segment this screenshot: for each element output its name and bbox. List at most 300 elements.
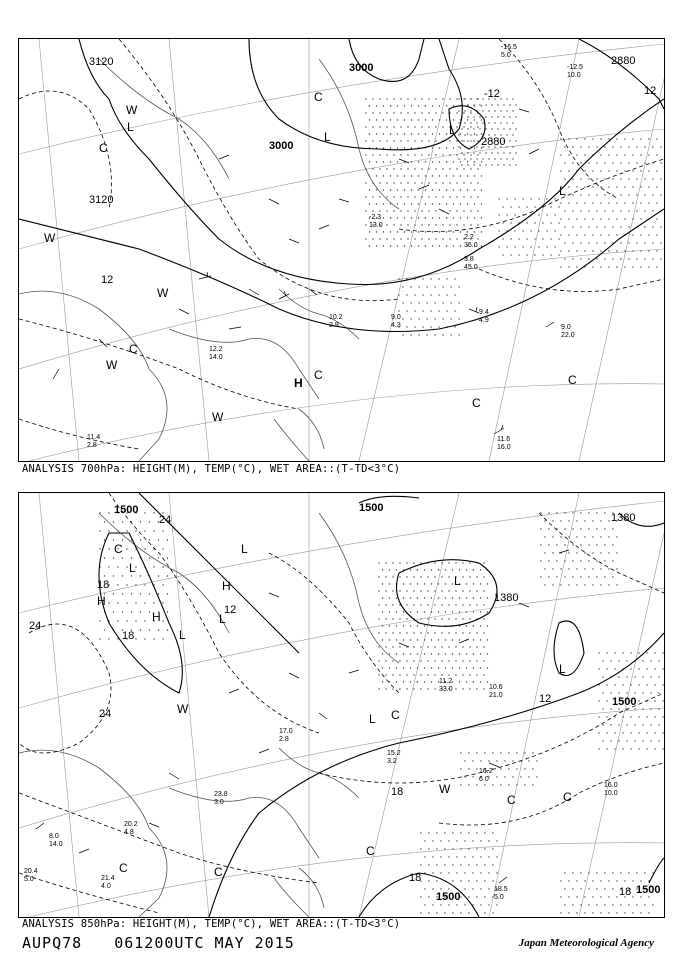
wet-area-dot (483, 618, 484, 619)
wet-area-dot (404, 105, 405, 106)
wet-area-dot (596, 258, 597, 259)
wet-area-dot (379, 238, 380, 239)
wet-area-dot (402, 302, 403, 303)
wet-area-dot (413, 688, 414, 689)
wet-area-dot (393, 98, 394, 99)
wet-area-dot (383, 105, 384, 106)
wet-area-dot (509, 164, 510, 165)
wet-area-dot (606, 652, 607, 653)
wet-area-dot (646, 716, 647, 717)
wet-area-dot (378, 562, 379, 563)
wet-area-dot (469, 618, 470, 619)
wet-area-dot (572, 576, 573, 577)
wet-area-dot (421, 140, 422, 141)
wet-area-dot (480, 639, 481, 640)
wet-area-dot (476, 590, 477, 591)
wet-area-dot (515, 116, 516, 117)
wet-area-dot (467, 161, 468, 162)
wet-area-dot (600, 520, 601, 521)
wet-area-dot (510, 254, 511, 255)
wet-area-dot (516, 768, 517, 769)
svg-text:14.0: 14.0 (49, 841, 63, 848)
wet-area-dot (131, 557, 132, 558)
wet-area-dot (604, 162, 605, 163)
wet-area-dot (477, 196, 478, 197)
wet-area-dot (425, 231, 426, 232)
wet-area-dot (427, 660, 428, 661)
wet-area-dot (470, 126, 471, 127)
svg-text:4.3: 4.3 (391, 322, 401, 329)
wet-area-dot (544, 552, 545, 553)
wet-area-dot (538, 214, 539, 215)
wet-area-dot (634, 676, 635, 677)
wet-area-dot (167, 593, 168, 594)
wet-area-dot (572, 178, 573, 179)
wet-area-dot (618, 660, 619, 661)
wet-area-dot (624, 218, 625, 219)
wet-area-dot (476, 646, 477, 647)
wet-area-dot (452, 912, 453, 913)
wet-area-dot (483, 674, 484, 675)
wet-area-dot (126, 530, 127, 531)
wet-area-dot (614, 668, 615, 669)
panel-caption-850hpa: ANALYSIS 850hPa: HEIGHT(M), TEMP(°C), WET AREA::(T-TD<3°C) (22, 918, 401, 930)
wet-area-dot (392, 632, 393, 633)
wet-area-dot (149, 557, 150, 558)
wet-area-dot (596, 872, 597, 873)
wet-area-dot (506, 198, 507, 199)
wet-area-dot (656, 170, 657, 171)
wet-area-dot (476, 122, 477, 123)
wet-area-dot (404, 217, 405, 218)
wet-area-dot (572, 226, 573, 227)
wet-area-dot (458, 110, 459, 111)
wet-area-dot (476, 848, 477, 849)
wet-area-dot (608, 218, 609, 219)
wet-area-dot (538, 246, 539, 247)
wet-area-dot (654, 716, 655, 717)
wet-area-dot (622, 716, 623, 717)
wet-area-dot (588, 872, 589, 873)
wet-area-dot (438, 583, 439, 584)
wet-area-dot (518, 238, 519, 239)
wet-area-dot (149, 521, 150, 522)
wet-area-dot (417, 583, 418, 584)
wet-area-dot (449, 154, 450, 155)
wet-area-dot (660, 258, 661, 259)
wet-area-dot (487, 653, 488, 654)
wet-area-dot (365, 210, 366, 211)
wet-area-dot (389, 611, 390, 612)
wet-area-dot (488, 856, 489, 857)
wet-area-dot (479, 152, 480, 153)
wet-area-dot (458, 302, 459, 303)
wet-area-dot (580, 528, 581, 529)
wet-area-dot (618, 692, 619, 693)
wet-area-dot (162, 566, 163, 567)
wet-area-dot (424, 611, 425, 612)
wet-area-dot (469, 660, 470, 661)
wet-area-dot (438, 653, 439, 654)
wet-area-dot (466, 583, 467, 584)
contour-labels (29, 502, 660, 903)
svg-text:23.8: 23.8 (214, 791, 228, 798)
wet-area-dot (658, 724, 659, 725)
wet-area-dot (468, 896, 469, 897)
wet-area-dot (444, 864, 445, 865)
wet-area-dot (117, 602, 118, 603)
wet-area-dot (608, 202, 609, 203)
wet-area-dot (425, 161, 426, 162)
wet-area-dot (460, 848, 461, 849)
wet-area-dot (620, 258, 621, 259)
wet-area-dot (632, 896, 633, 897)
wet-area-dot (470, 210, 471, 211)
wet-area-dot (458, 98, 459, 99)
wet-area-dot (502, 254, 503, 255)
wet-area-dot (459, 597, 460, 598)
wet-area-dot (428, 196, 429, 197)
wet-area-dot (480, 597, 481, 598)
wet-area-dot (580, 544, 581, 545)
wet-area-dot (432, 217, 433, 218)
wet-area-dot (396, 681, 397, 682)
wet-area-dot (113, 521, 114, 522)
wet-area-dot (473, 653, 474, 654)
wet-area-dot (620, 178, 621, 179)
wet-area-dot (456, 224, 457, 225)
wet-area-dot (410, 569, 411, 570)
wet-area-dot (636, 242, 637, 243)
wet-area-dot (418, 161, 419, 162)
wet-area-dot (481, 217, 482, 218)
wet-area-dot (512, 776, 513, 777)
wet-area-dot (600, 218, 601, 219)
wet-area-dot (608, 880, 609, 881)
wet-area-dot (135, 602, 136, 603)
wet-area-dot (658, 708, 659, 709)
wet-area-dot (473, 583, 474, 584)
wet-area-dot (383, 245, 384, 246)
wet-area-dot (485, 104, 486, 105)
wet-area-dot (496, 872, 497, 873)
low-center-symbol: L (559, 662, 566, 676)
wet-area-dot (592, 896, 593, 897)
wet-area-dot (446, 245, 447, 246)
wet-area-dot (502, 206, 503, 207)
wet-area-dot (448, 660, 449, 661)
svg-text:10.0: 10.0 (567, 72, 581, 79)
wet-area-dot (421, 196, 422, 197)
wet-area-dot (462, 674, 463, 675)
wet-area-dot (99, 512, 100, 513)
wet-area-dot (481, 203, 482, 204)
wet-area-dot (420, 832, 421, 833)
wet-area-dot (592, 138, 593, 139)
wet-area-dot (656, 186, 657, 187)
wet-area-dot (568, 520, 569, 521)
wet-area-dot (532, 752, 533, 753)
wet-area-dot (369, 175, 370, 176)
wet-area-dot (427, 688, 428, 689)
wet-area-dot (474, 231, 475, 232)
wet-area-dot (636, 146, 637, 147)
wet-area-dot (550, 254, 551, 255)
wet-area-dot (392, 590, 393, 591)
wet-area-dot (463, 210, 464, 211)
wet-area-dot (393, 238, 394, 239)
wet-area-dot (402, 334, 403, 335)
wet-area-dot (640, 170, 641, 171)
wet-area-dot (441, 604, 442, 605)
wet-area-dot (446, 161, 447, 162)
wet-area-dot (556, 544, 557, 545)
high-center-symbol: H (294, 376, 303, 390)
wet-area-dot (483, 688, 484, 689)
wet-area-dot (417, 569, 418, 570)
wet-area-dot (434, 576, 435, 577)
wet-area-dot (468, 832, 469, 833)
wet-area-dot (378, 688, 379, 689)
wet-area-dot (450, 286, 451, 287)
wet-area-dot (393, 210, 394, 211)
wet-area-dot (427, 618, 428, 619)
wet-area-dot (540, 528, 541, 529)
wet-area-dot (488, 110, 489, 111)
wet-area-dot (485, 152, 486, 153)
valid-time: 061200UTC MAY 2015 (114, 934, 295, 952)
wet-area-dot (383, 147, 384, 148)
wet-area-dot (487, 667, 488, 668)
wet-area-dot (439, 161, 440, 162)
wet-area-dot (414, 154, 415, 155)
wet-area-dot (432, 856, 433, 857)
wet-area-dot (399, 646, 400, 647)
wet-area-dot (376, 161, 377, 162)
wet-area-dot (546, 214, 547, 215)
wet-area-dot (399, 674, 400, 675)
wet-area-dot (439, 231, 440, 232)
wet-area-dot (449, 168, 450, 169)
wet-area-dot (462, 618, 463, 619)
wet-area-dot (654, 700, 655, 701)
wet-area-dot (608, 912, 609, 913)
wet-area-dot (448, 904, 449, 905)
isotherm-label: 12 (644, 85, 657, 97)
wet-area-dot (390, 147, 391, 148)
wet-area-dot (390, 231, 391, 232)
wet-area-dot (484, 784, 485, 785)
wet-area-dot (402, 318, 403, 319)
wet-area-dot (414, 326, 415, 327)
wet-area-dot (632, 912, 633, 913)
wet-area-dot (466, 653, 467, 654)
wet-area-dot (568, 170, 569, 171)
wet-area-dot (446, 147, 447, 148)
wet-area-dot (431, 597, 432, 598)
wet-area-dot (477, 238, 478, 239)
wet-area-dot (403, 611, 404, 612)
wet-area-dot (365, 238, 366, 239)
station-obs (567, 64, 583, 79)
wet-area-dot (484, 864, 485, 865)
wet-area-dot (600, 170, 601, 171)
wet-area-dot (424, 583, 425, 584)
wet-area-dot (424, 625, 425, 626)
wet-area-dot (488, 122, 489, 123)
wet-area-dot (500, 158, 501, 159)
wet-area-dot (449, 196, 450, 197)
wet-area-dot (431, 639, 432, 640)
svg-text:13.0: 13.0 (369, 222, 383, 229)
wet-area-dot (153, 566, 154, 567)
wet-area-dot (580, 576, 581, 577)
wet-area-dot (626, 676, 627, 677)
wet-area-dot (515, 104, 516, 105)
wet-area-dot (431, 681, 432, 682)
wet-area-dot (494, 110, 495, 111)
wet-area-dot (487, 583, 488, 584)
wet-area-dot (460, 147, 461, 148)
wet-area-dot (399, 632, 400, 633)
wet-area-dot (558, 254, 559, 255)
wet-area-dot (616, 266, 617, 267)
wet-area-dot (484, 880, 485, 881)
wet-area-dot (464, 158, 465, 159)
wet-area-dot (441, 590, 442, 591)
wet-area-dot (610, 724, 611, 725)
wet-area-dot (592, 266, 593, 267)
wet-area-dot (596, 146, 597, 147)
wet-area-dot (426, 318, 427, 319)
wet-area-dot (417, 625, 418, 626)
wet-area-dot (426, 286, 427, 287)
wet-area-dot (642, 740, 643, 741)
wet-area-dot (122, 611, 123, 612)
wet-area-dot (606, 668, 607, 669)
wet-area-dot (476, 660, 477, 661)
wet-area-dot (630, 748, 631, 749)
wet-area-dot (390, 175, 391, 176)
cold-center-symbol: C (99, 141, 108, 155)
wet-area-dot (461, 128, 462, 129)
wet-area-dot (592, 552, 593, 553)
wet-area-dot (462, 688, 463, 689)
wet-area-dot (473, 164, 474, 165)
wet-area-dot (425, 119, 426, 120)
wet-area-dot (626, 660, 627, 661)
low-center-symbol: L (454, 574, 461, 588)
wet-area-dot (628, 194, 629, 195)
wet-area-dot (576, 250, 577, 251)
wet-area-dot (620, 226, 621, 227)
wet-area-dot (418, 334, 419, 335)
wet-area-dot (640, 186, 641, 187)
wet-area-dot (564, 146, 565, 147)
wet-area-dot (600, 154, 601, 155)
wet-area-dot (441, 618, 442, 619)
wet-area-dot (452, 864, 453, 865)
wet-area-dot (656, 154, 657, 155)
wet-area-dot (568, 568, 569, 569)
coastline (19, 59, 399, 461)
wet-area-dot (113, 611, 114, 612)
wet-area-dot (466, 667, 467, 668)
wet-area-dot (385, 590, 386, 591)
wet-area-dot (452, 667, 453, 668)
cold-center-symbol: C (507, 793, 516, 807)
wet-area-dot (634, 740, 635, 741)
wet-area-dot (407, 224, 408, 225)
wet-area-dot (467, 104, 468, 105)
wet-area-dot (572, 258, 573, 259)
wet-area-dot (407, 182, 408, 183)
wet-area-dot (453, 203, 454, 204)
wet-area-dot (448, 604, 449, 605)
wet-area-dot (410, 611, 411, 612)
wet-area-dot (452, 653, 453, 654)
wet-area-dot (406, 326, 407, 327)
wet-area-dot (472, 840, 473, 841)
wet-area-dot (652, 146, 653, 147)
wet-area-dot (646, 748, 647, 749)
wet-area-dot (483, 604, 484, 605)
wet-area-dot (444, 848, 445, 849)
wet-area-dot (481, 133, 482, 134)
wet-area-dot (592, 202, 593, 203)
wet-area-dot (614, 652, 615, 653)
wet-area-dot (492, 832, 493, 833)
wet-area-dot (432, 133, 433, 134)
wet-area-dot (558, 222, 559, 223)
wet-area-dot (167, 611, 168, 612)
wet-area-dot (397, 175, 398, 176)
wet-area-dot (610, 660, 611, 661)
wet-area-dot (648, 912, 649, 913)
wet-area-dot (463, 224, 464, 225)
wet-area-dot (365, 168, 366, 169)
cold-center-symbol: C (129, 342, 138, 356)
svg-text:18.5: 18.5 (494, 886, 508, 893)
wet-area-dot (530, 198, 531, 199)
wet-area-dot (532, 784, 533, 785)
wet-area-dot (464, 122, 465, 123)
wet-area-dot (392, 562, 393, 563)
svg-text:5.0: 5.0 (494, 894, 504, 901)
wet-area-dot (650, 660, 651, 661)
wet-area-dot (628, 242, 629, 243)
wet-area-dot (445, 583, 446, 584)
wet-area-dot (378, 632, 379, 633)
wet-area-dot (488, 760, 489, 761)
wet-area-dot (448, 590, 449, 591)
wet-area-dot (592, 520, 593, 521)
wet-area-dot (480, 569, 481, 570)
wet-area-dot (604, 146, 605, 147)
wet-area-dot (624, 186, 625, 187)
wet-area-dot (618, 676, 619, 677)
wet-area-dot (480, 856, 481, 857)
wet-area-dot (126, 620, 127, 621)
wet-area-dot (648, 266, 649, 267)
wet-area-dot (648, 138, 649, 139)
wet-area-dot (568, 234, 569, 235)
wet-area-dot (542, 222, 543, 223)
wet-area-dot (477, 182, 478, 183)
wet-area-dot (510, 206, 511, 207)
wet-area-dot (460, 864, 461, 865)
wet-area-dot (491, 116, 492, 117)
